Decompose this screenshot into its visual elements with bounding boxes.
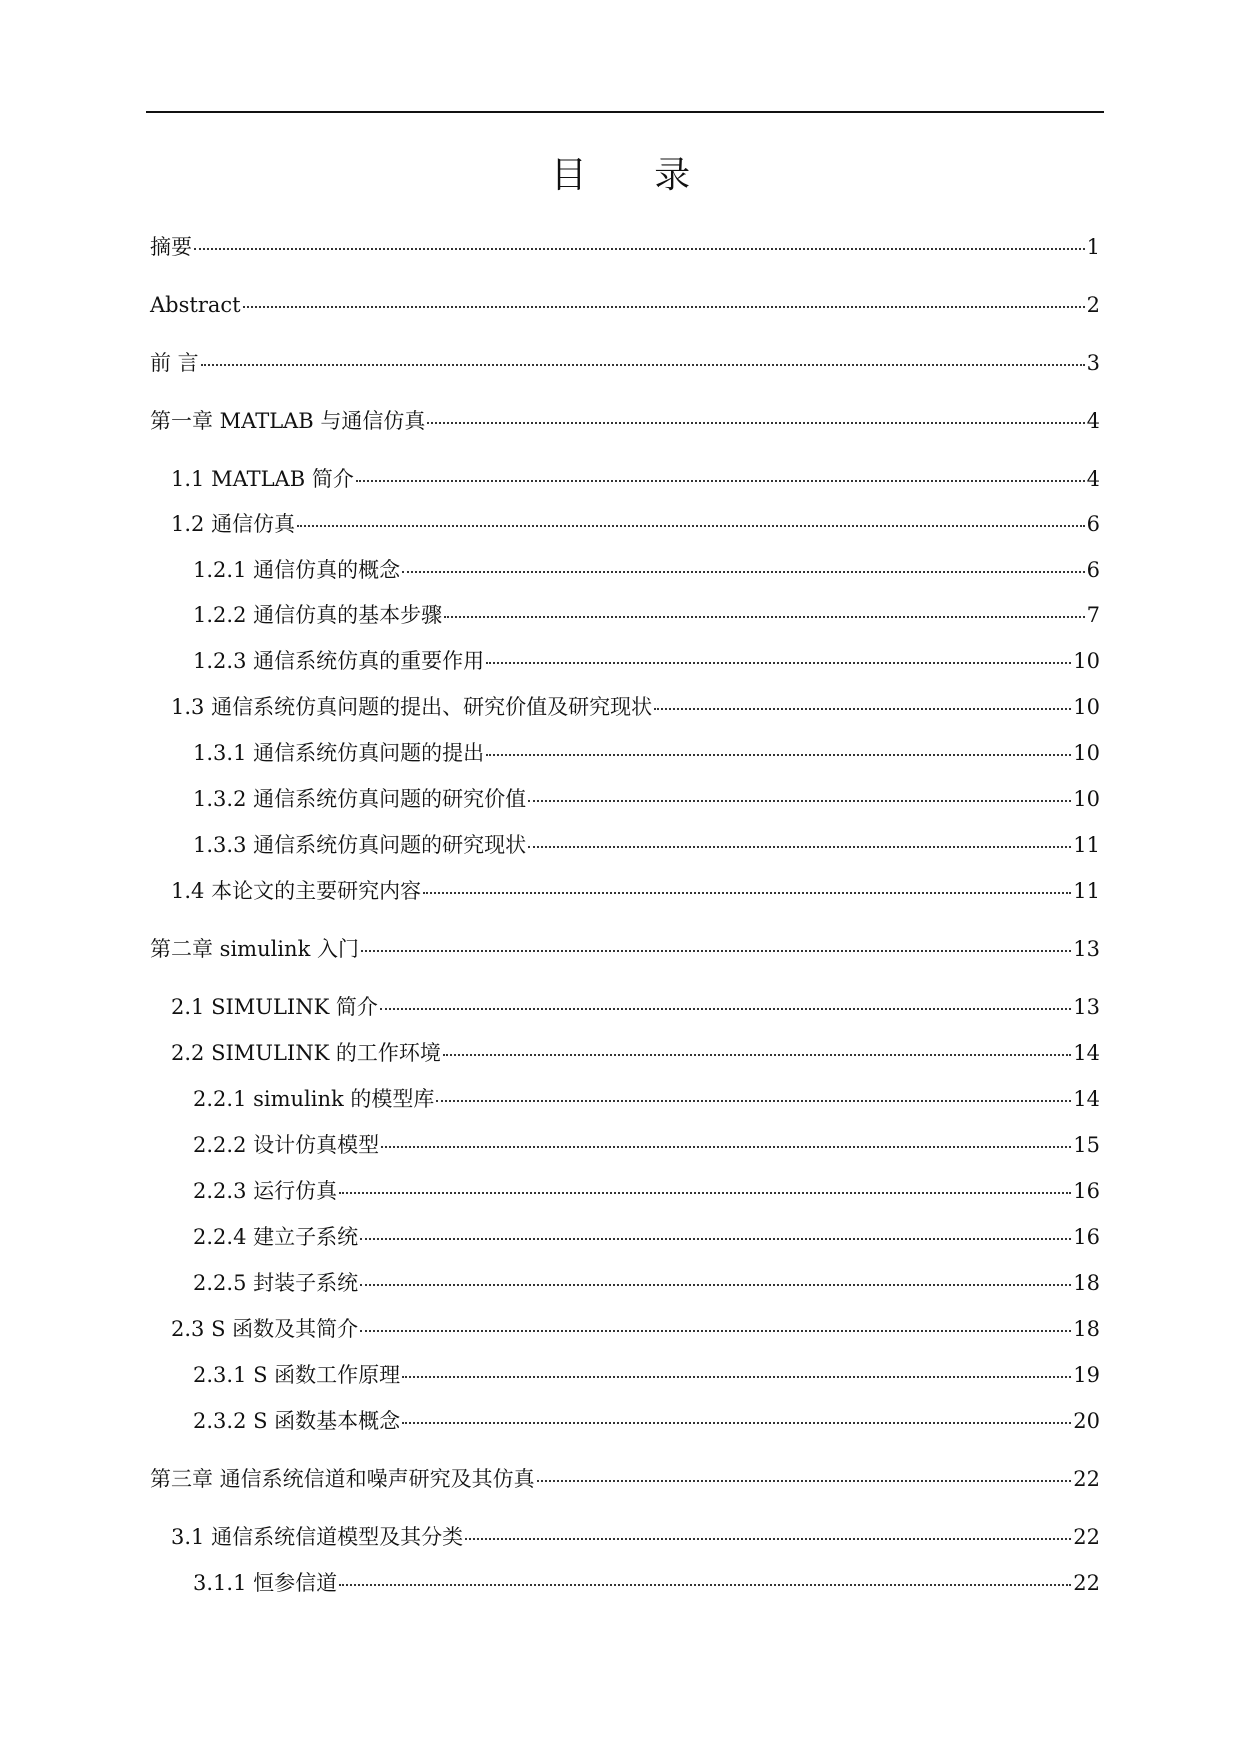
toc-entry-section-2-2-1[interactable] [193, 1084, 1100, 1114]
toc-entry-page: 14 [1073, 1041, 1100, 1065]
toc-entry-preface[interactable] [150, 348, 1100, 378]
toc-entry-section-1-3[interactable] [171, 692, 1100, 722]
toc-entry-page: 14 [1073, 1087, 1100, 1111]
toc-entry-page: 10 [1073, 787, 1100, 811]
dot-leader [194, 248, 1085, 250]
dot-leader [361, 950, 1071, 952]
dot-leader [381, 1146, 1071, 1148]
toc-entry-section-2-3-1[interactable] [193, 1360, 1100, 1390]
toc-entry-page: 4 [1086, 409, 1100, 433]
toc-entry-label: 1.1 MATLAB 简介 [171, 467, 354, 491]
toc-entry-label: 3.1.1 恒参信道 [193, 1571, 338, 1595]
toc-entry-section-1-2-1[interactable] [193, 555, 1100, 585]
dot-leader [528, 800, 1071, 802]
dot-leader [465, 1538, 1071, 1540]
toc-entry-section-1-1[interactable] [171, 464, 1100, 494]
toc-entry-label: 1.2.2 通信仿真的基本步骤 [193, 603, 443, 627]
toc-entry-page: 22 [1073, 1525, 1100, 1549]
toc-entry-label: 2.3 S 函数及其简介 [171, 1317, 359, 1341]
toc-entry-page: 16 [1073, 1179, 1100, 1203]
toc-entry-section-2-2-5[interactable] [193, 1268, 1100, 1298]
toc-entry-page: 16 [1073, 1225, 1100, 1249]
toc-entry-page: 22 [1073, 1571, 1100, 1595]
toc-entry-page: 6 [1086, 558, 1100, 582]
toc-entry-section-2-2[interactable] [171, 1038, 1100, 1068]
toc-entry-page: 2 [1086, 293, 1100, 317]
toc-entry-page: 10 [1073, 741, 1100, 765]
dot-leader [297, 525, 1085, 527]
dot-leader [339, 1584, 1071, 1586]
toc-entry-chapter-2[interactable] [150, 934, 1100, 964]
page-title: 目 录 [550, 155, 719, 196]
toc-entry-page: 13 [1073, 937, 1100, 961]
toc-entry-label: 第一章 MATLAB 与通信仿真 [150, 409, 426, 433]
toc-entry-section-2-2-4[interactable] [193, 1222, 1100, 1252]
dot-leader [360, 1284, 1071, 1286]
toc-entry-label: 2.3.1 S 函数工作原理 [193, 1363, 401, 1387]
dot-leader [380, 1008, 1071, 1010]
toc-entry-label: 2.2.5 封装子系统 [193, 1271, 359, 1295]
toc-entry-section-2-1[interactable] [171, 992, 1100, 1022]
toc-entry-section-2-2-3[interactable] [193, 1176, 1100, 1206]
toc-entry-label: 第三章 通信系统信道和噪声研究及其仿真 [150, 1467, 535, 1491]
toc-entry-page: 15 [1073, 1133, 1100, 1157]
dot-leader [402, 1376, 1071, 1378]
dot-leader [243, 306, 1085, 308]
toc-entry-chapter-3[interactable] [150, 1464, 1100, 1494]
dot-leader [444, 616, 1085, 618]
dot-leader [201, 364, 1085, 366]
dot-leader [436, 1100, 1071, 1102]
dot-leader [654, 708, 1071, 710]
dot-leader [528, 846, 1071, 848]
toc-entry-label: 第二章 simulink 入门 [150, 937, 359, 961]
dot-leader [402, 571, 1085, 573]
toc-entry-section-1-3-3[interactable] [193, 830, 1100, 860]
dot-leader [427, 422, 1084, 424]
toc-entry-section-1-4[interactable] [171, 876, 1100, 906]
dot-leader [360, 1330, 1071, 1332]
toc-entry-label: 1.3.2 通信系统仿真问题的研究价值 [193, 787, 527, 811]
toc-entry-label: 1.4 本论文的主要研究内容 [171, 879, 422, 903]
dot-leader [356, 480, 1085, 482]
toc-entry-label: 2.2 SIMULINK 的工作环境 [171, 1041, 441, 1065]
toc-entry-label: 2.2.3 运行仿真 [193, 1179, 338, 1203]
toc-entry-label: Abstract [150, 293, 241, 317]
toc-entry-page: 11 [1073, 833, 1100, 857]
toc-entry-section-1-2-2[interactable] [193, 600, 1100, 630]
dot-leader [486, 754, 1071, 756]
toc-entry-label: 摘要 [150, 235, 192, 259]
dot-leader [360, 1238, 1071, 1240]
toc-entry-section-2-2-2[interactable] [193, 1130, 1100, 1160]
toc-entry-page: 1 [1086, 235, 1100, 259]
toc-entry-label: 前 言 [150, 351, 199, 375]
toc-entry-section-1-3-2[interactable] [193, 784, 1100, 814]
toc-entry-label: 1.2.1 通信仿真的概念 [193, 558, 401, 582]
toc-entry-page: 3 [1086, 351, 1100, 375]
dot-leader [486, 662, 1071, 664]
toc-entry-label: 1.2 通信仿真 [171, 512, 296, 536]
toc-entry-page: 22 [1073, 1467, 1100, 1491]
toc-entry-label: 1.3 通信系统仿真问题的提出、研究价值及研究现状 [171, 695, 653, 719]
toc-entry-page: 10 [1073, 695, 1100, 719]
dot-leader [443, 1054, 1071, 1056]
dot-leader [423, 892, 1071, 894]
toc-entry-section-3-1-1[interactable] [193, 1568, 1100, 1598]
dot-leader [537, 1480, 1072, 1482]
toc-entry-label: 2.2.2 设计仿真模型 [193, 1133, 380, 1157]
header-rule [146, 111, 1104, 113]
toc-entry-section-1-2[interactable] [171, 509, 1100, 539]
toc-entry-page: 13 [1073, 995, 1100, 1019]
dot-leader [339, 1192, 1071, 1194]
toc-entry-abstract-en[interactable] [150, 290, 1100, 320]
toc-entry-section-1-2-3[interactable] [193, 646, 1100, 676]
toc-entry-section-3-1[interactable] [171, 1522, 1100, 1552]
toc-entry-label: 1.2.3 通信系统仿真的重要作用 [193, 649, 485, 673]
toc-entry-label: 3.1 通信系统信道模型及其分类 [171, 1525, 464, 1549]
toc-entry-label: 2.2.4 建立子系统 [193, 1225, 359, 1249]
toc-entry-label: 2.2.1 simulink 的模型库 [193, 1087, 435, 1111]
toc-entry-section-1-3-1[interactable] [193, 738, 1100, 768]
toc-entry-page: 18 [1073, 1317, 1100, 1341]
toc-entry-label: 1.3.3 通信系统仿真问题的研究现状 [193, 833, 527, 857]
toc-entry-label: 2.3.2 S 函数基本概念 [193, 1409, 401, 1433]
toc-entry-page: 11 [1073, 879, 1100, 903]
toc-entry-page: 4 [1086, 467, 1100, 491]
toc-entry-section-2-3-2[interactable] [193, 1406, 1100, 1436]
toc-entry-page: 20 [1073, 1409, 1100, 1433]
toc-entry-page: 18 [1073, 1271, 1100, 1295]
toc-entry-section-2-3[interactable] [171, 1314, 1100, 1344]
toc-entry-page: 10 [1073, 649, 1100, 673]
toc-entry-page: 19 [1073, 1363, 1100, 1387]
toc-entry-chapter-1[interactable] [150, 406, 1100, 436]
toc-entry-label: 2.1 SIMULINK 简介 [171, 995, 378, 1019]
toc-entry-label: 1.3.1 通信系统仿真问题的提出 [193, 741, 485, 765]
toc-entry-page: 6 [1086, 512, 1100, 536]
toc-entry-abstract-cn[interactable] [150, 232, 1100, 262]
dot-leader [402, 1422, 1071, 1424]
toc-entry-page: 7 [1086, 603, 1100, 627]
